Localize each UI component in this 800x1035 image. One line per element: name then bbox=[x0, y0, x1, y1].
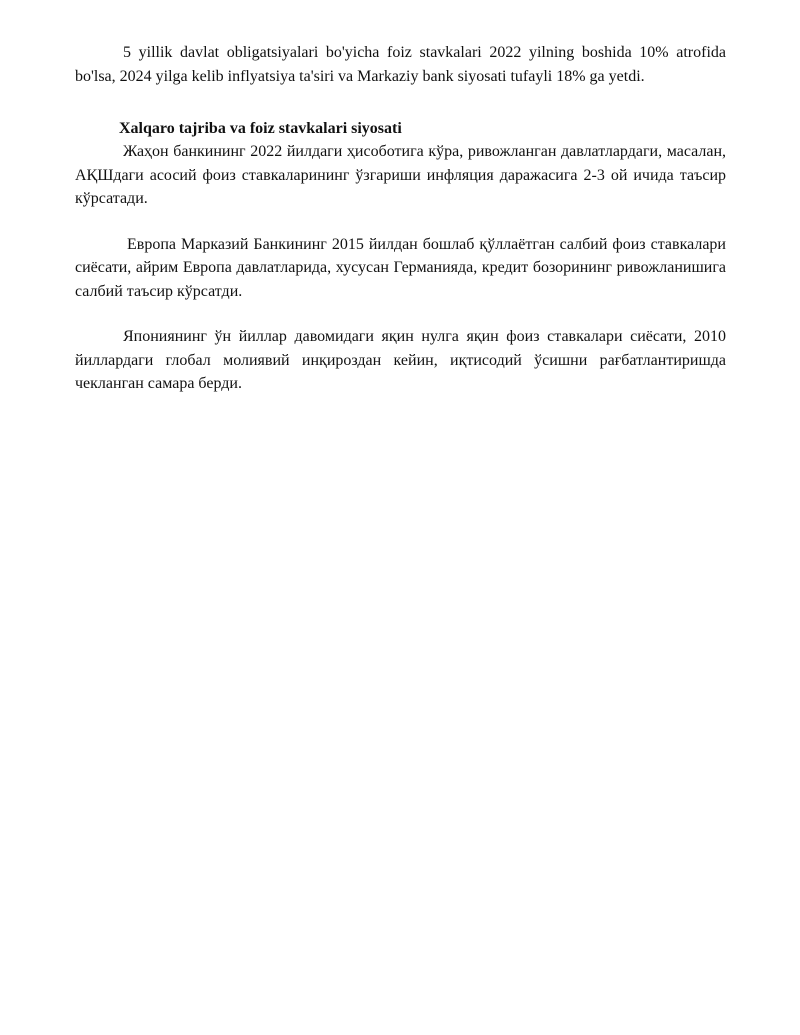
paragraph-bond-rates: 5 yillik davlat obligatsiyalari bo'yicha foiz stavkalari 2022 yilning boshida 10% atrofida bo'lsa, 2024 yilga kelib inflyatsiya ta'siri va Markaziy bank siyosati tufayli 18% ga yetdi. bbox=[75, 44, 726, 85]
paragraph-world-bank: Жаҳон банкининг 2022 йилдаги ҳисоботига кўра, ривожланган давлатлардаги, масалан, АҚШдаги асосий фоиз ставкаларининг ўзгариши инфляция даражасига 2-3 ой ичида таъсир кўрсатади. bbox=[75, 143, 726, 207]
paragraph-ecb: Европа Марказий Банкининг 2015 йилдан бошлаб қўллаётган салбий фоиз ставкалари сиёсати, айрим Европа давлатларида, хусусан Германияда, кредит бозорининг ривожланишига салбий таъсир кўрсатди. bbox=[75, 235, 726, 300]
document-body bbox=[75, 41, 726, 396]
paragraph-japan: Япониянинг ўн йиллар давомидаги яқин нулга яқин фоиз ставкалари сиёсати, 2010 йиллардаги глобал молиявий инқироздан кейин, иқтисодий ўсишни рағбатлантиришда чекланган самара берди. bbox=[75, 328, 726, 392]
section-heading: Xalqaro tajriba va foiz stavkalari siyosati bbox=[119, 120, 402, 137]
